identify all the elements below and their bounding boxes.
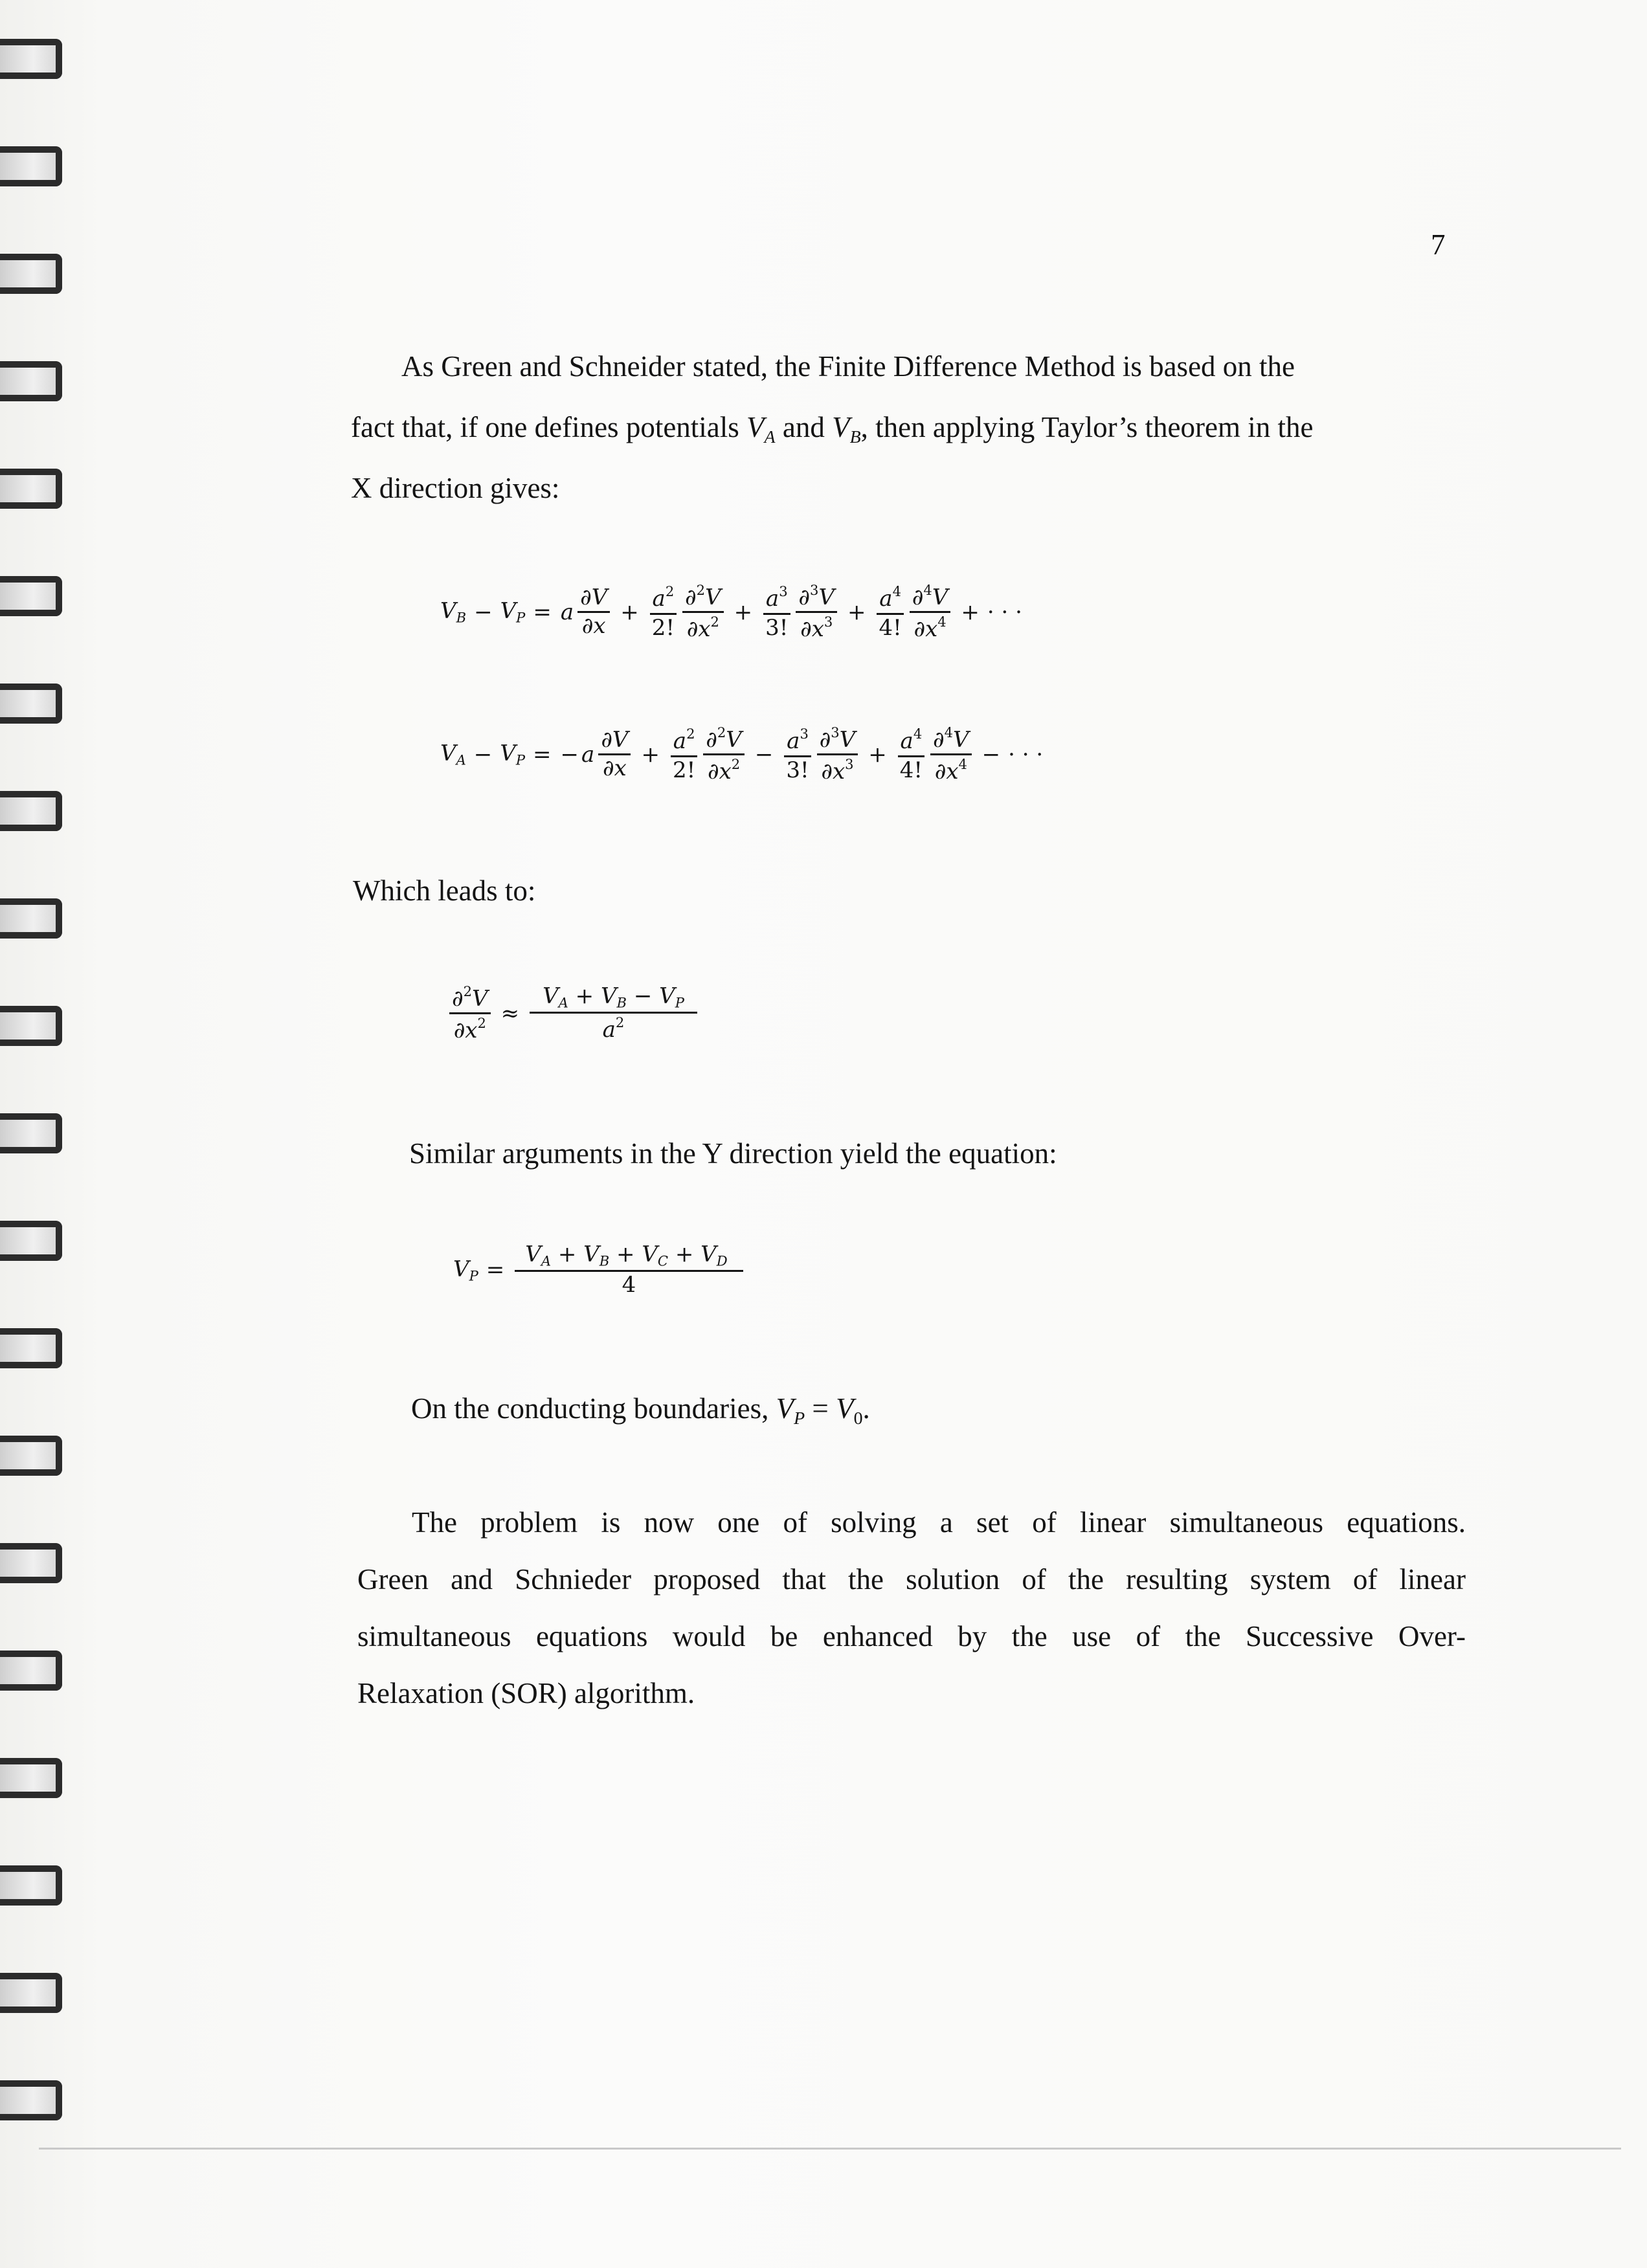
binding-coil — [0, 1006, 62, 1046]
binding-coil — [0, 1758, 62, 1798]
paragraph-2-line-4: Relaxation (SOR) algorithm. — [357, 1677, 695, 1709]
binding-coil — [0, 1328, 62, 1368]
binding-coil — [0, 1543, 62, 1583]
binding-coil — [0, 146, 62, 186]
binding-coil — [0, 361, 62, 401]
equation-taylor-vb: $V_B$ − $V_P$ = a $\frac{\partial V}{\partial x}$ + $\frac{a^2}{2!}$ $\frac{\partial^2V}{\partial x^2}$ + $\frac{a^3}{3!}$ $\frac{\partial^3V}{\partial x^3}$ + $\frac{a^4}{4!}$ $\frac{\partial^4V}{\partial x^4}$ + · · · — [440, 582, 1022, 642]
similar-arguments: Similar arguments in the Y direction yield the equation: — [409, 1137, 1057, 1170]
binding-coil — [0, 1221, 62, 1261]
boundary-equation: $V_P$ — [776, 1392, 805, 1429]
binding-coil — [0, 1865, 62, 1906]
paragraph-1-line-1: As Green and Schneider stated, the Finite Difference Method is based on the — [401, 350, 1295, 383]
paragraph-1-line-2-c: , then applying Taylor’s theorem in the — [860, 411, 1314, 443]
symbol-va: $V_A$ — [746, 411, 776, 447]
binding-coil — [0, 1113, 62, 1153]
page-edge-shadow — [39, 2148, 1621, 2150]
paragraph-1-line-3: X direction gives: — [351, 472, 560, 504]
binding-coil — [0, 469, 62, 509]
binding-coil — [0, 898, 62, 939]
equation-vp: $V_P$ = $\frac{V_A + V_B + V_C + V_D}{4}$ — [453, 1243, 746, 1297]
boundary-text: On the conducting boundaries, — [411, 1392, 769, 1425]
equation-taylor-va: $V_A$ − $V_P$ = − a $\frac{\partial V}{\partial x}$ + $\frac{a^2}{2!}$ $\frac{\partial^2V}{\partial x^2}$ − $\frac{a^3}{3!}$ $\frac{\partial^3V}{\partial x^3}$ + $\frac{a^4}{4!}$ $\frac{\partial^4V}{\partial x^4}$ − · · · — [440, 724, 1044, 784]
paragraph-2-line-1: The problem is now one of solving a set of linear simultaneous equations. — [412, 1506, 1466, 1539]
paragraph-1-line-2 — [351, 410, 1313, 448]
spiral-binding — [0, 39, 78, 2175]
paragraph-2-line-3: simultaneous equations would be enhanced by the use of the Successive Over- — [357, 1620, 1466, 1652]
equation-second-derivative: $\frac{\partial^2V}{\partial x^2}$ ≈ $\frac{V_A + V_B - V_P}{a^2}$ — [447, 984, 700, 1043]
symbol-vb: $V_B$ — [832, 411, 861, 447]
paragraph-1-line-2-b: and — [782, 411, 825, 443]
paragraph-1-line-2-a: fact that, if one defines potentials — [351, 411, 739, 443]
binding-coil — [0, 1651, 62, 1691]
paragraph-2-line-2: Green and Schnieder proposed that the solution of the resulting system of linear — [357, 1563, 1466, 1595]
binding-coil — [0, 1436, 62, 1476]
which-leads-to: Which leads to: — [353, 874, 536, 907]
binding-coil — [0, 576, 62, 616]
binding-coil — [0, 254, 62, 294]
binding-coil — [0, 2080, 62, 2120]
binding-coil — [0, 39, 62, 79]
binding-coil — [0, 1973, 62, 2013]
boundary-condition: On the conducting boundaries, $V_P = V_0$. — [411, 1392, 870, 1429]
binding-coil — [0, 791, 62, 831]
binding-coil — [0, 684, 62, 724]
page-number: 7 — [1431, 228, 1446, 261]
